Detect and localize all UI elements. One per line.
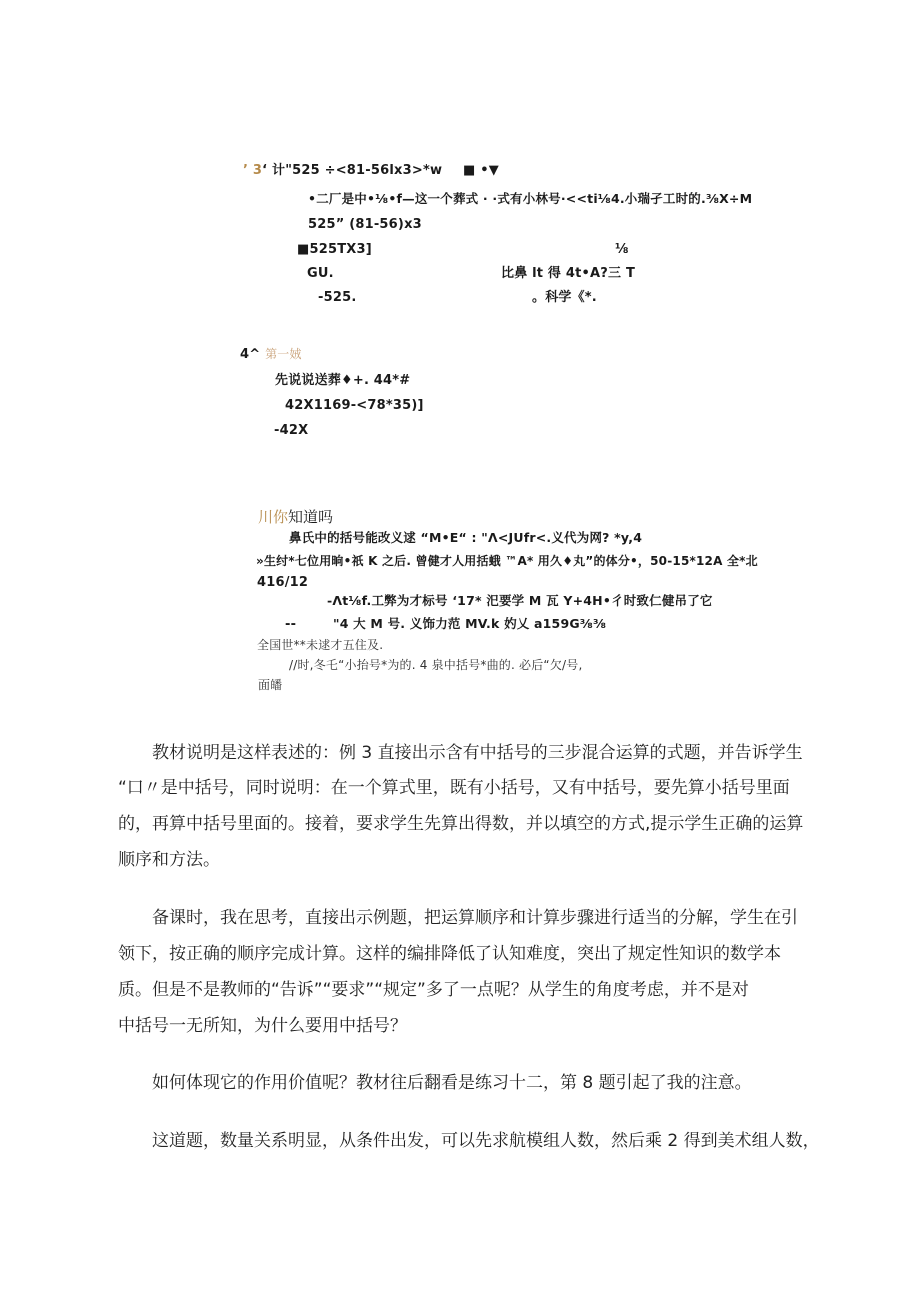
paragraph-2-line-2: 领下，按正确的顺序完成计算。这样的编排降低了认知难度，突出了规定性知识的数学本 — [118, 944, 781, 964]
ocr-line-3: 525” (81-56)x3 — [308, 217, 422, 232]
ocr-line-6-left: -525. — [318, 290, 357, 305]
ocr-line-1-marks: ■ •▼ — [463, 163, 499, 178]
section-number: 4^ — [240, 347, 261, 362]
know-line-2: »生纣*七位用晌•祇 K 之后. 曾健才人用括蛾 ™A* 用久♦丸”的体分•，50-15*12A 全*北 — [256, 554, 758, 568]
paragraph-2-line-1: 备课时，我在思考，直接出示例题，把运算顺序和计算步骤进行适当的分解，学生在引 — [152, 908, 798, 928]
paragraph-2-line-4: 中括号一无所知，为什么要用中括号？ — [118, 1016, 407, 1036]
know-line-3: 416/12 — [257, 575, 309, 590]
paragraph-1-line-2: “口〃是中括号，同时说明：在一个算式里，既有小括号，又有中括号，要先算小括号里面 — [118, 778, 790, 798]
know-line-7: //时,冬乇“小抬号*为的. 4 泉中括号*曲的. 必后“欠/号, — [289, 658, 583, 672]
section-label: 第一娀 — [265, 347, 302, 361]
know-title: 知道吗 — [288, 508, 334, 526]
know-line-8: 面皤 — [258, 678, 283, 692]
paragraph-3-line-1: 如何体现它的作用价值呢？教材往后翻看是练习十二，第 8 题引起了我的注意。 — [152, 1073, 752, 1093]
section2-line-3: -42X — [274, 423, 309, 438]
paragraph-1-line-1: 教材说明是这样表述的：例 3 直接出示含有中括号的三步混合运算的式题，并告诉学生 — [152, 743, 803, 763]
know-prefix: 川你 — [258, 508, 289, 526]
ocr-line-5-left: GU. — [307, 266, 334, 281]
know-line-5-left: -- — [285, 617, 297, 632]
ocr-line-5-right: 比鼻 lt 得 4t•A?三 T — [501, 266, 636, 281]
know-line-1: 鼻氏中的括号能改义逑 “M•E“ : "Λ<JUfr<.义代为网? *y,4 — [289, 530, 643, 545]
ocr-line-4-right: ⅛ — [615, 242, 629, 257]
know-line-6: 全国世**未逑才五住及. — [257, 638, 384, 652]
know-line-4: -Λt⅛f.工弊为才标号 ‘17* 汜要学 M 瓦 Y+4H•彳时致仁健吊了它 — [327, 593, 713, 608]
know-line-5-right: "4 大 M 号. 义饰力范 MV.k 妁乂 a159G⅜⅜ — [333, 616, 607, 631]
section2-line-2: 42X1169-<78*35)] — [285, 398, 424, 413]
paragraph-2-line-3: 质。但是不是教师的“告诉”“要求”“规定”多了一点呢？从学生的角度考虑，并不是对 — [118, 980, 749, 1000]
paragraph-4-line-1: 这道题，数量关系明显，从条件出发，可以先求航模组人数，然后乘 2 得到美术组人数， — [152, 1131, 820, 1151]
ocr-line-1-text: ‘ 计"525 ÷<81-56lx3>*w — [262, 163, 443, 178]
ocr-line-1 — [243, 164, 442, 177]
ocr-line-1-prefix: ’ 3 — [243, 163, 263, 178]
paragraph-1-line-3: 的，再算中括号里面的。接着，要求学生先算出得数，并以填空的方式,提示学生正确的运算 — [118, 814, 804, 834]
section-heading — [240, 348, 302, 361]
ocr-line-4: ■525TX3] — [297, 242, 372, 257]
ocr-line-2: •二厂是中•⅛•f—这一个葬式 · ·式有小林号·<<ti⅛4.小瑞孑工时的.⅜X÷M — [308, 191, 753, 206]
paragraph-1-line-4: 顺序和方法。 — [118, 850, 220, 870]
section2-line-1: 先说说送葬♦+. 44*# — [275, 373, 411, 388]
know-heading — [258, 510, 333, 525]
ocr-line-6-right: 。科学《*. — [532, 290, 597, 305]
